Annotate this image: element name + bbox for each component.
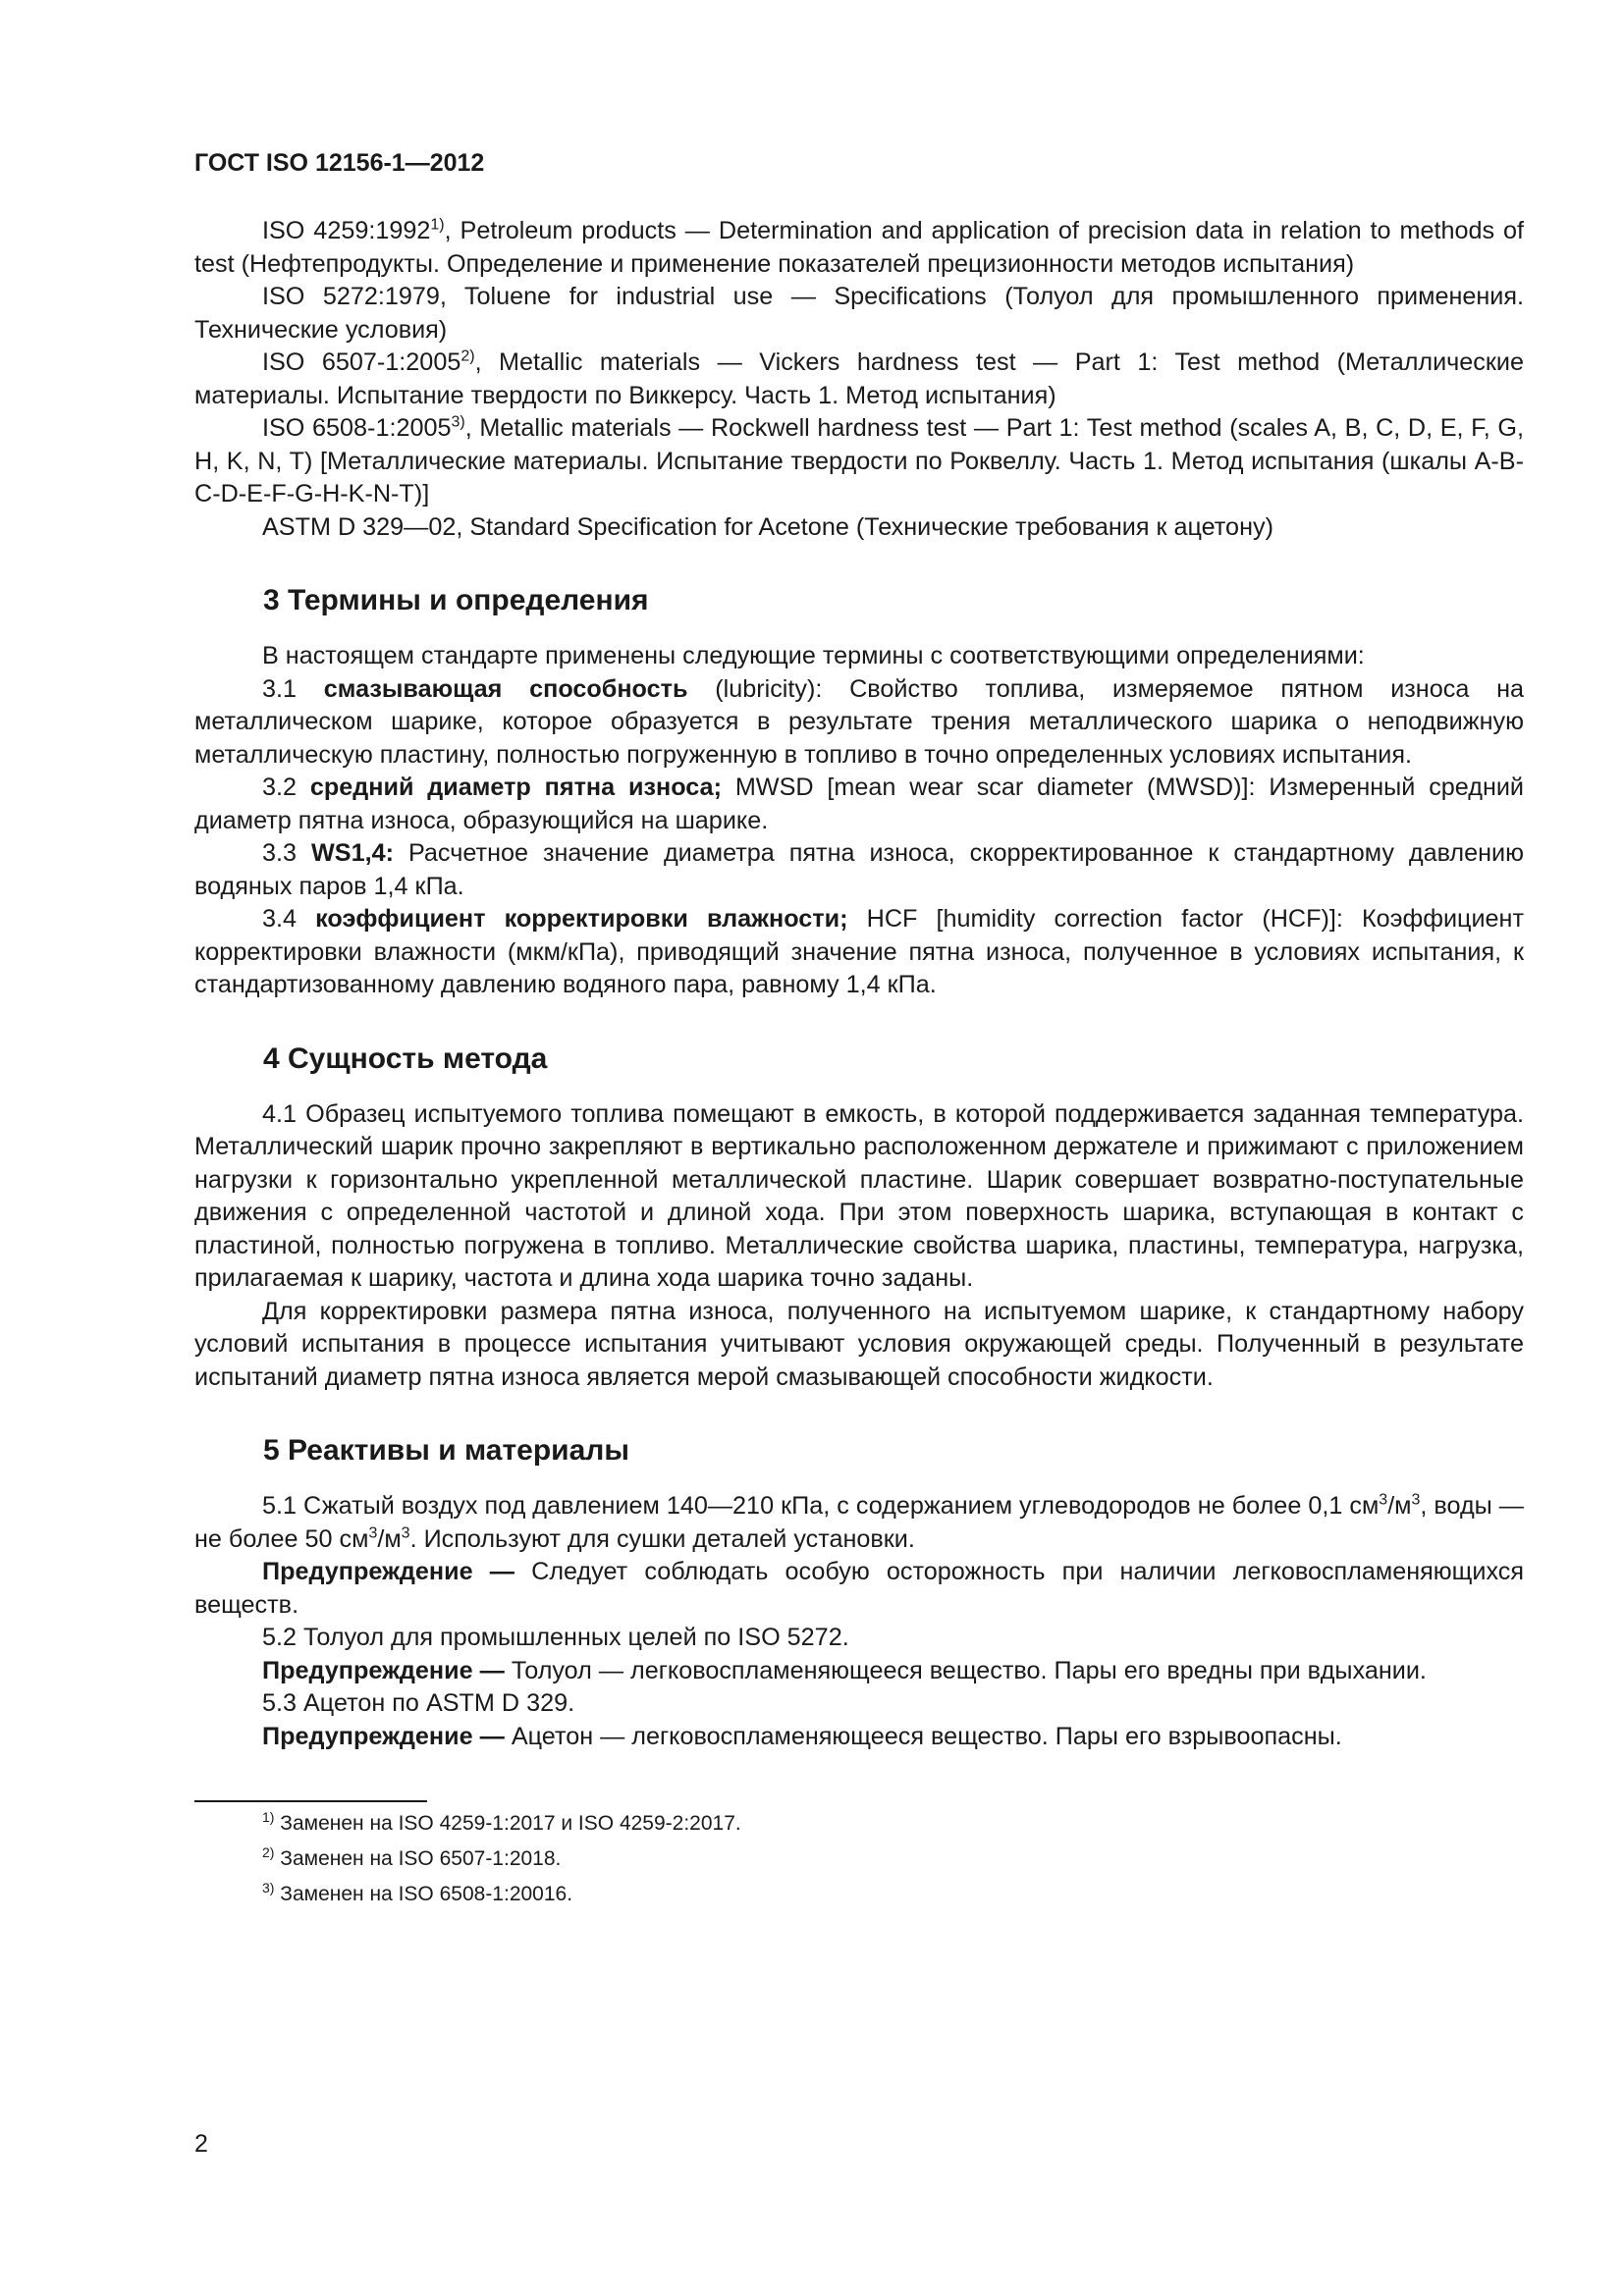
reference-item: ASTM D 329—02, Standard Specification for Acetone (Технические требования к ацетону) (262, 512, 1273, 541)
warning-paragraph: Предупреждение — Толуол — легковоспламеняющееся вещество. Пары его вредны при вдыхании. (262, 1656, 1427, 1684)
footnote: $^{3)}$ Заменен на ISO 6508-1:20016. (262, 1880, 573, 1905)
footnote: $^{2)}$ Заменен на ISO 6507-1:2018. (262, 1844, 562, 1870)
section-3-intro: В настоящем стандарте применены следующие термины с соответствующими определениями: (262, 642, 1365, 669)
term: смазывающая способность (323, 674, 688, 703)
footnote-ref: 2) (460, 347, 475, 365)
warning-paragraph: Предупреждение — Ацетон — легковоспламеняющееся вещество. Пары его взрывоопасны. (262, 1722, 1342, 1750)
term-definition: 3.4 коэффициент корректировки влажности; HCF [humidity correction factor (HCF)]: Коэффициент корректировки влажности (мкм/кПа), приводящий значение пятна износа, полученное в условиях испытания, к стандартизованному давлению водяного пара, равному 1,4 кПа. (194, 905, 1525, 998)
footnote: $^{1)}$ Заменен на ISO 4259-1:2017 и ISO 4259-2:2017. (262, 1809, 741, 1835)
section-5-paragraph: 5.2 Толуол для промышленных целей по ISO 5272. (262, 1624, 849, 1651)
section-5-paragraph: 5.3 Ацетон по ASTM D 329. (262, 1689, 575, 1717)
footnote-ref: 3) (451, 413, 465, 431)
term: коэффициент корректировки влажности; (315, 905, 848, 933)
term-definition: 3.3 WS1,4: Расчетное значение диаметра пятна износа, скорректированное к стандартному давлению водяных паров 1,4 кПа. (194, 839, 1525, 900)
term-definition: 3.2 средний диаметр пятна износа; MWSD [mean wear scar diameter (MWSD)]: Измеренный средний диаметр пятна износа, образующийся на шарике. (194, 774, 1524, 834)
footnote-ref: 1) (430, 216, 445, 234)
section-4-paragraph: Для корректировки размера пятна износа, полученного на испытуемом шарике, к стандартному набору условий испытания в процессе испытания учитывают условия окружающей среды. Полученный в результате испытаний диаметр пятна износа является мерой смазывающей способности жидкости. (194, 1297, 1524, 1391)
section-3-title: 3 Термины и определения (263, 584, 649, 616)
section-5-paragraph: 5.1 Сжатый воздух под давлением 140—210 кПа, с содержанием углеводородов не более 0,1 $см^3/м^3$, воды — не более 50 $см^3/м^3$. Используют для сушки деталей установки. (194, 1491, 1524, 1553)
document-header: ГОСТ ISO 12156-1—2012 (194, 149, 485, 177)
warning-label: Предупреждение — (262, 1722, 505, 1750)
warning-label: Предупреждение — (262, 1558, 514, 1585)
page-number: 2 (194, 2130, 208, 2158)
term-definition: 3.1 смазывающая способность (lubricity): Свойство топлива, измеряемое пятном износа на металлическом шарике, которое образуется в результате трения металлического шарика о неподвижную металлическую пластину, полностью погруженную в топливо в точно определенных условиях испытания. (194, 674, 1524, 769)
reference-item: ISO 6508-1:2005$^{3)}$, Metallic materials — Rockwell hardness test — Part 1: Test method (scales A, B, C, D, E, F, G, H, K, N, T) [Металлические материалы. Испытание твердости по Роквеллу. Часть 1. Метод испытания (шкалы A-B-C-D-E-F-G-H-K-N-T)] (194, 413, 1524, 507)
term: средний диаметр пятна износа; (309, 774, 722, 801)
document-page (194, 149, 1524, 1918)
reference-item: ISO 5272:1979, Toluene for industrial use — Specifications (Толуол для промышленного применения. Технические условия) (194, 283, 1524, 344)
references-list (194, 215, 1524, 544)
warning-paragraph: Предупреждение — Следует соблюдать особую осторожность при наличии легковоспламеняющихся веществ. (194, 1558, 1524, 1619)
warning-label: Предупреждение — (262, 1656, 505, 1684)
reference-item: ISO 6507-1:2005$^{2)}$, Metallic materials — Vickers hardness test — Part 1: Test method (Металлические материалы. Испытание твердости по Виккерсу. Часть 1. Метод испытания) (194, 347, 1524, 409)
section-4-title: 4 Сущность метода (263, 1041, 548, 1075)
term: WS1,4: (311, 839, 394, 867)
section-5-title: 5 Реактивы и материалы (263, 1434, 629, 1467)
footnote-separator (194, 1800, 427, 1802)
reference-item: ISO 4259:1992$^{1)}$, Petroleum products — Determination and application of precision data in relation to methods of test (Нефтепродукты. Определение и применение показателей прецизионности методов испытания) (194, 216, 1524, 278)
section-4-paragraph: 4.1 Образец испытуемого топлива помещают в емкость, в которой поддерживается заданная температура. Металлический шарик прочно закрепляют в вертикально расположенном держателе и прижимают с приложением нагрузки к горизонтально укрепленной металлической пластине. Шарик совершает возвратно-поступательные движения с определенной частотой и длиной хода. При этом поверхность шарика, вступающая в контакт с пластиной, полностью погружена в топливо. Металлические свойства шарика, пластины, температура, нагрузка, прилагаемая к шарику, частота и длина хода шарика точно заданы. (194, 1099, 1524, 1292)
